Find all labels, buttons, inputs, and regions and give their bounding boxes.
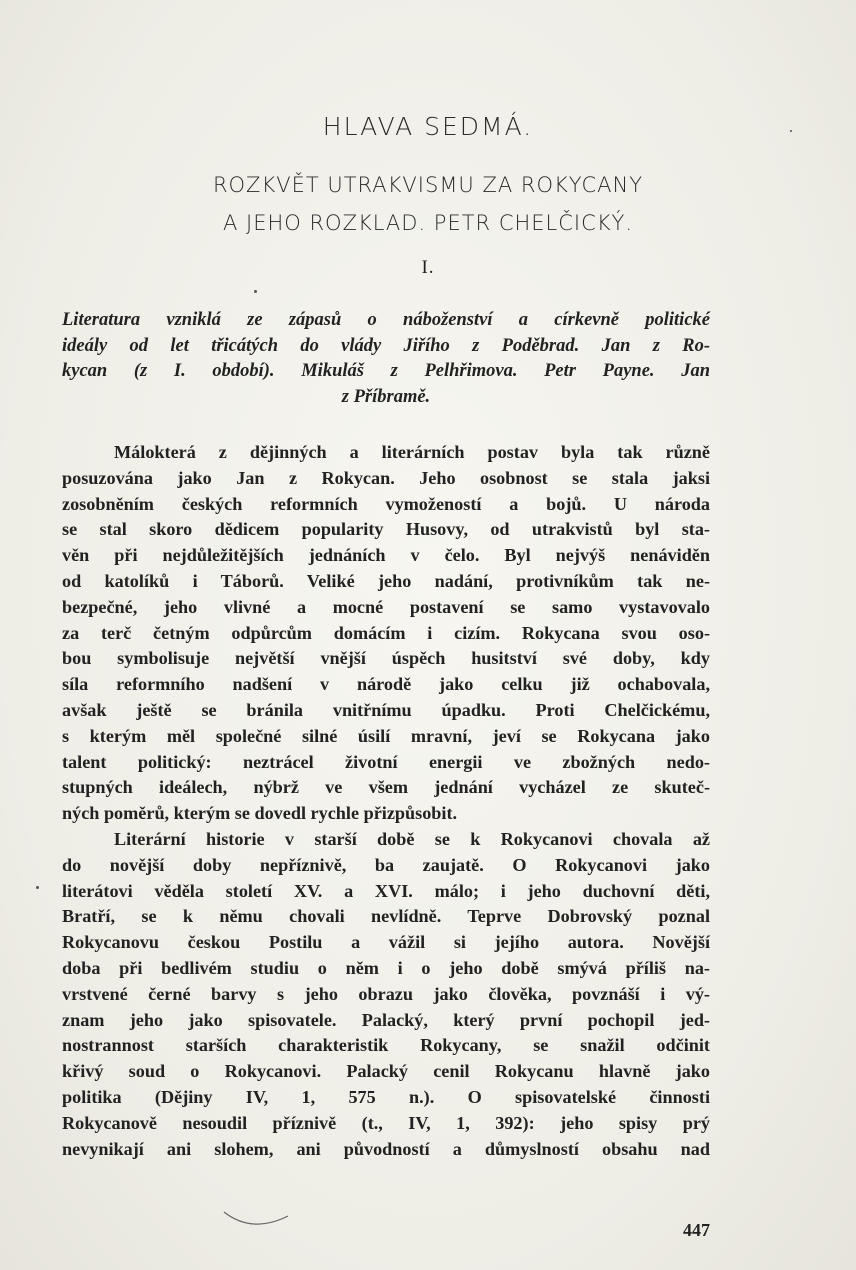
- body-text: [62, 440, 710, 1162]
- body-line: do novější doby nepříznivě, ba zaujatě. O Rokycanovi jako: [62, 854, 710, 875]
- body-line: Málokterá z dějinných a literárních postav byla tak různě: [114, 442, 710, 462]
- body-line: talent politický: neztrácel životní energii ve zbožných nedo-: [62, 751, 710, 772]
- body-line: nevynikají ani slohem, ani původností a důmyslností obsahu nad: [62, 1138, 710, 1159]
- summary-line: Literatura vzniklá ze zápasů o náboženství a církevně politické: [62, 310, 710, 330]
- dust-speck: [36, 886, 39, 889]
- body-line: Rokycanovu českou Postilu a vážil si jejího autora. Novější: [62, 932, 710, 953]
- body-line: od katolíků i Táborů. Veliké jeho nadání, protivníkům tak ne-: [62, 570, 710, 591]
- body-line: s kterým měl společné silné úsilí mravní, jeví se Rokycana jako: [62, 725, 710, 746]
- summary-line: z Příbramě.: [341, 386, 431, 407]
- chapter-title-line-1: ROZKVĚT UTRAKVISMU ZA ROKYCANY: [212, 173, 644, 197]
- body-line: posuzována jako Jan z Rokycan. Jeho osobnost se stala jaksi: [62, 467, 710, 488]
- body-line: doba při bedlivém studiu o něm i o jeho době smývá příliš na-: [62, 957, 710, 978]
- summary-line: kycan (z I. období). Mikuláš z Pelhřimova. Petr Payne. Jan: [62, 361, 710, 381]
- body-line: Rokycanově nesoudil příznivě (t., IV, 1, 392): jeho spisy prý: [62, 1112, 710, 1133]
- chapter-heading: HLAVA SEDMÁ.: [322, 112, 534, 141]
- body-line: Bratří, se k němu chovali nevlídně. Teprve Dobrovský poznal: [62, 906, 710, 927]
- body-line: ných poměrů, kterým se dovedl rychle přizpůsobit.: [62, 803, 458, 824]
- body-line: věn při nejdůležitějších jednáních v čelo. Byl nejvýš nenáviděn: [62, 545, 710, 566]
- page-number: 447: [683, 1220, 710, 1240]
- body-line: politika (Dějiny IV, 1, 575 n.). O spisovatelské činnosti: [62, 1086, 710, 1107]
- dust-speck: [790, 130, 792, 132]
- body-line: vrstvené černé barvy s jeho obrazu jako člověka, povznáší i vý-: [62, 983, 710, 1004]
- body-line: nostrannost starších charakteristik Rokycany, se snažil odčinit: [62, 1035, 710, 1056]
- body-line: za terč četným odpůrcům domácím i cizím. Rokycana svou oso-: [62, 622, 710, 643]
- body-line: bezpečné, jeho vlivné a mocné postavení se samo vystavovalo: [62, 596, 710, 617]
- body-line: stupných ideálech, nýbrž ve všem jednání vycházel ze skuteč-: [62, 777, 710, 798]
- body-line: bou symbolisuje největší vnější úspěch husitství své doby, kdy: [62, 648, 710, 669]
- body-line: křivý soud o Rokycanovi. Palacký cenil Rokycanu hlavně jako: [62, 1061, 710, 1082]
- body-line: znam jeho jako spisovatele. Palacký, který první pochopil jed-: [62, 1009, 710, 1030]
- page-curl-mark: [222, 1208, 292, 1232]
- body-line: Literární historie v starší době se k Rokycanovi chovala až: [114, 828, 710, 849]
- chapter-title-line-2: A JEHO ROZKLAD. PETR CHELČICKÝ.: [222, 211, 634, 235]
- body-line: literátovi věděla století XV. a XVI. málo; i jeho duchovní děti,: [62, 880, 710, 901]
- summary-line: ideály od let třicátých do vlády Jiřího z Poděbrad. Jan z Ro-: [62, 335, 710, 356]
- body-line: síla reformního nadšení v národě jako celku již ochabovala,: [62, 674, 710, 695]
- section-number: I.: [421, 257, 435, 278]
- body-line: zosobněním českých reformních vymožeností a bojů. U národa: [62, 493, 710, 514]
- dust-speck: [254, 290, 257, 293]
- body-line: se stal skoro dědicem popularity Husovy, od utrakvistů byl sta-: [62, 519, 710, 540]
- section-summary: [62, 308, 710, 410]
- body-line: avšak ještě se bránila vnitřnímu úpadku. Proti Chelčickému,: [62, 699, 710, 720]
